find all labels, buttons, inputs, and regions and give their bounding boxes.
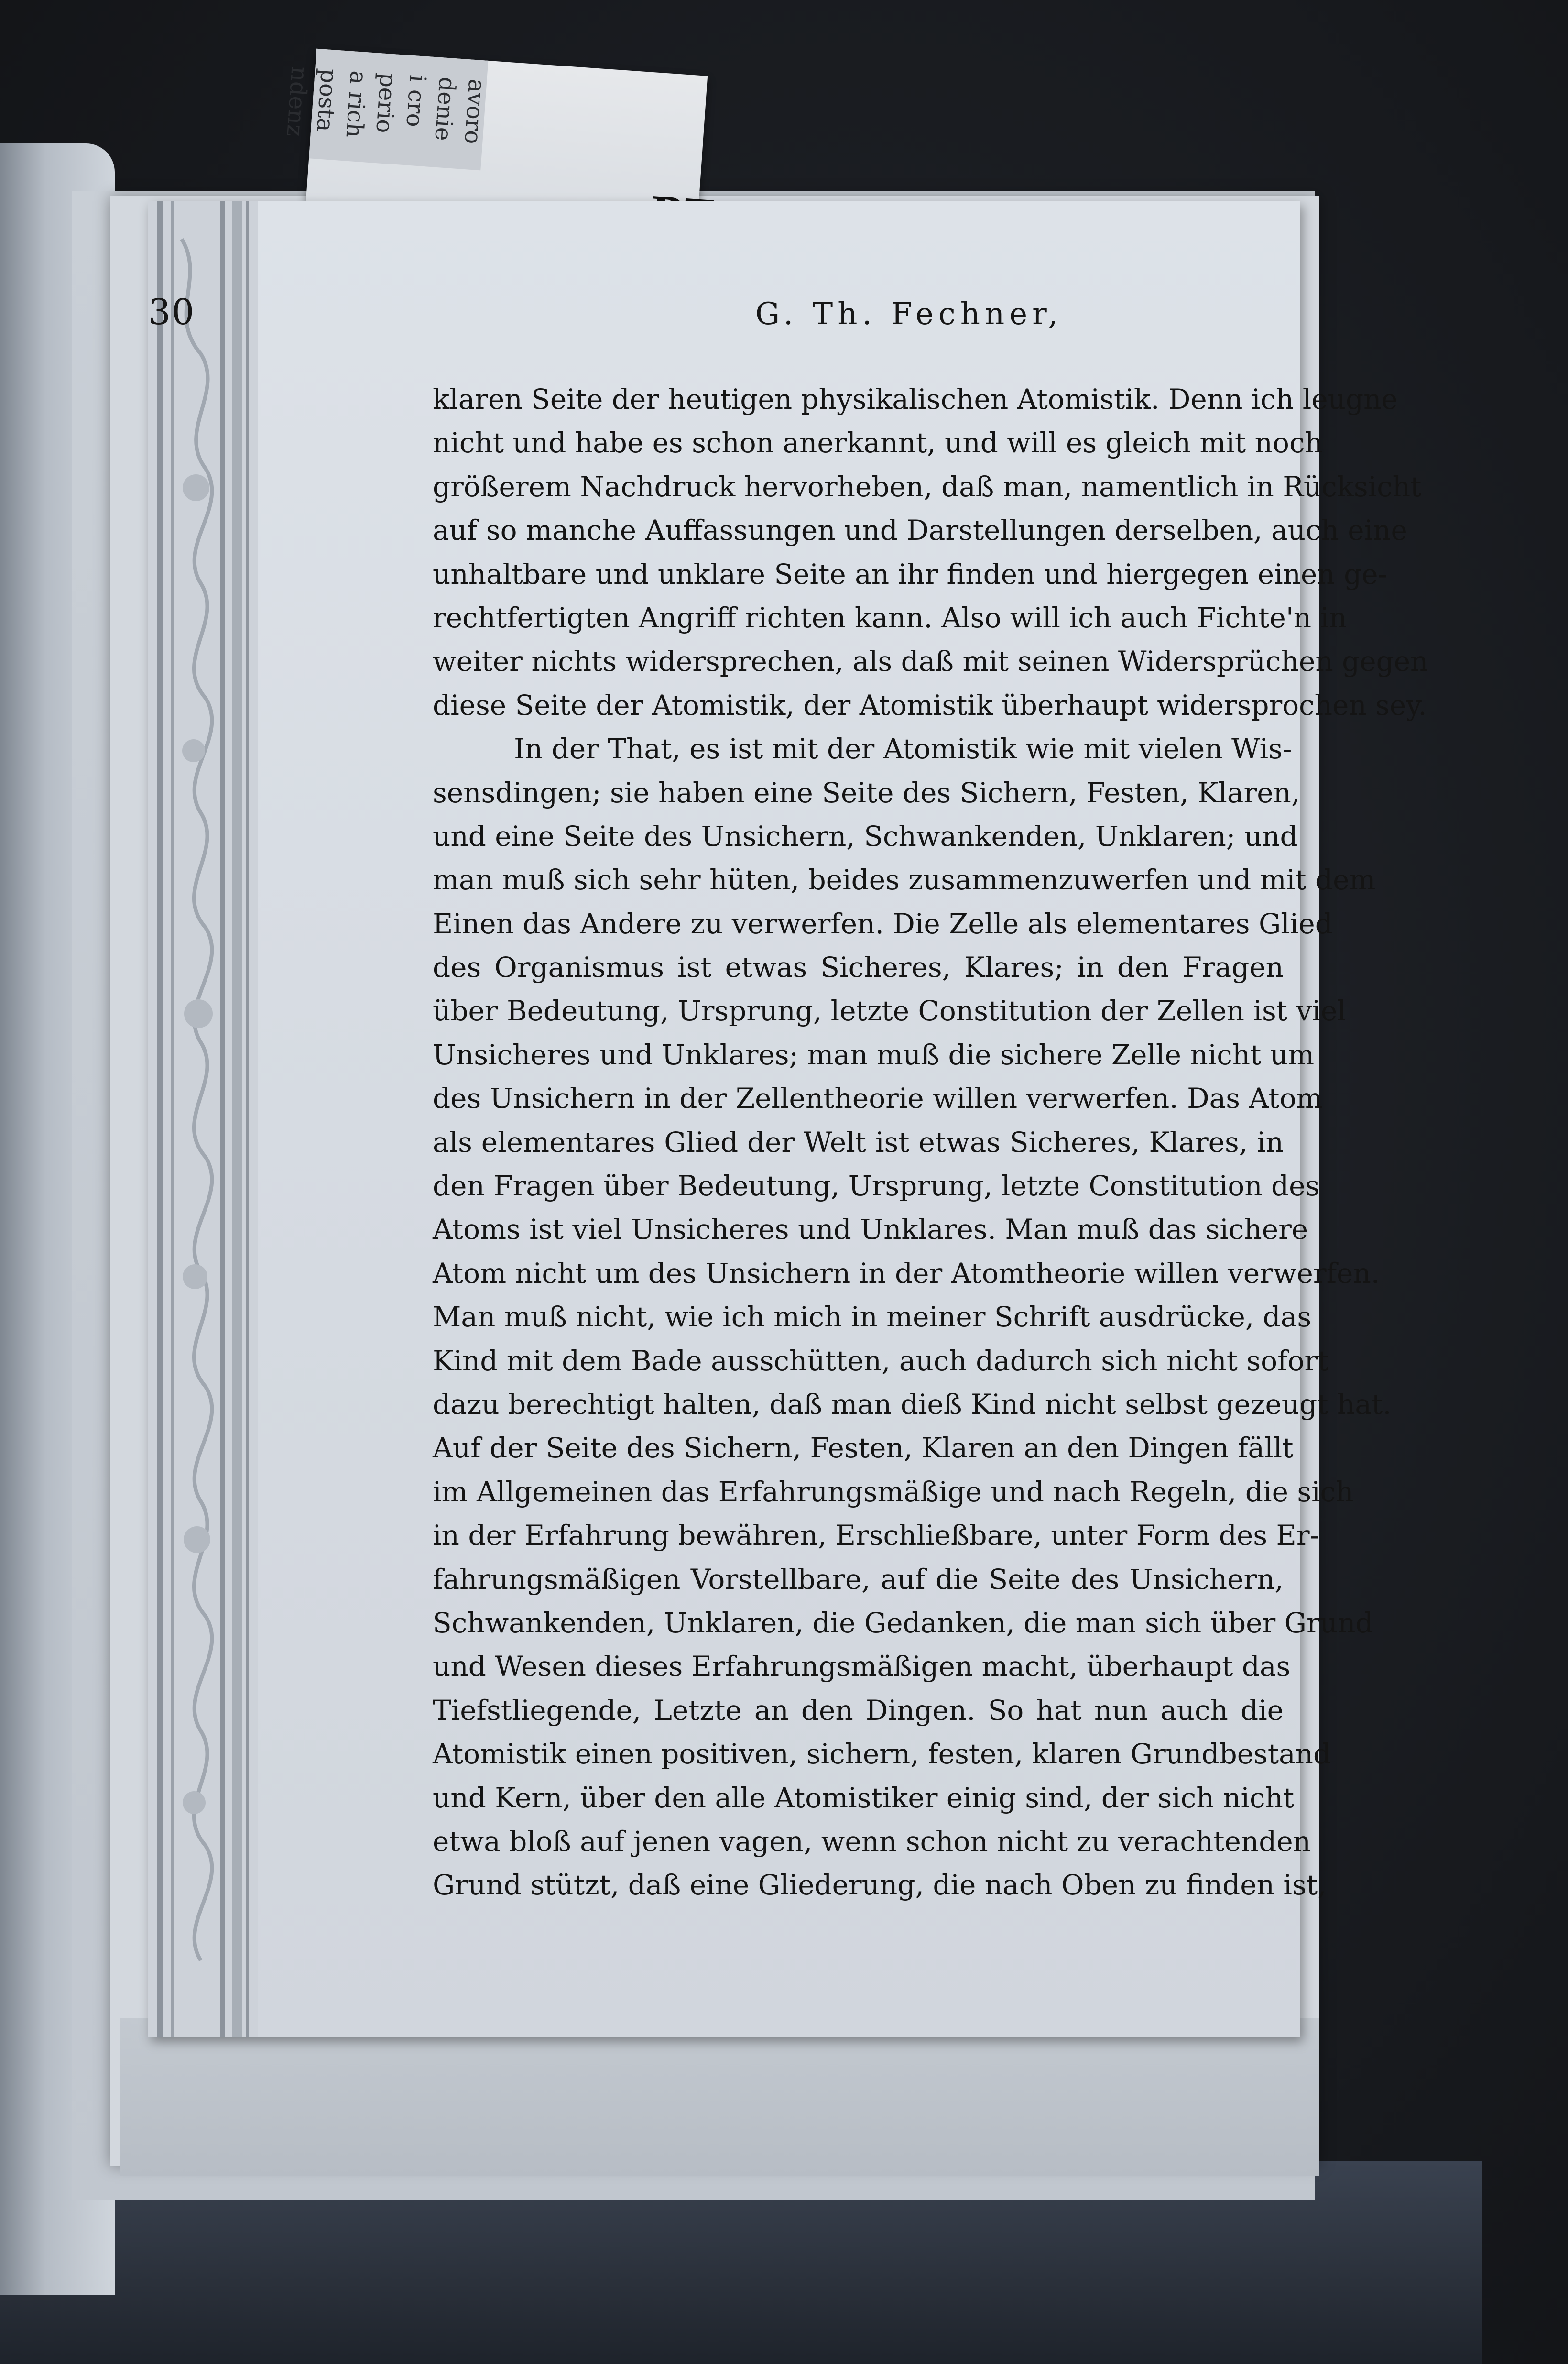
text-line: nicht und habe es schon anerkannt, und will es gleich mit noch (433, 427, 1323, 460)
body-text (433, 378, 1428, 1907)
text-line: sensdingen; sie haben eine Seite des Sichern, Festen, Klaren, (433, 776, 1300, 809)
running-head: G. Th. Fechner, (755, 296, 1063, 332)
text-line: etwa bloß auf jenen vagen, wenn schon nicht zu verachtenden (433, 1825, 1311, 1858)
text-line: Schwankenden, Unklaren, die Gedanken, die man sich über Grund (433, 1606, 1373, 1639)
text-line: über Bedeutung, Ursprung, letzte Constitution der Zellen ist viel (433, 995, 1346, 1028)
text-line: Kind mit dem Bade ausschütten, auch dadurch sich nicht sofort (433, 1344, 1329, 1377)
text-line: den Fragen über Bedeutung, Ursprung, letzte Constitution des (433, 1170, 1320, 1203)
slip-text-line: denie (429, 76, 461, 142)
page-ornament-border (148, 201, 258, 2037)
text-line: Atoms ist viel Unsicheres und Unklares. Man muß das sichere (433, 1213, 1308, 1246)
text-line: man muß sich sehr hüten, beides zusammenzuwerfen und mit dem (433, 864, 1376, 897)
text-line: des Unsichern in der Zellentheorie willen verwerfen. Das Atom (433, 1082, 1323, 1115)
text-line: Grund stützt, daß eine Gliederung, die nach Oben zu finden ist, (433, 1869, 1327, 1902)
text-line: größerem Nachdruck hervorheben, daß man, namentlich in Rücksicht (433, 470, 1422, 503)
text-line: fahrungsmäßigen Vorstellbare, auf die Seite des Unsichern, (433, 1563, 1284, 1596)
text-line: Tiefstliegende, Letzte an den Dingen. So hat nun auch die (433, 1694, 1284, 1727)
text-line: und eine Seite des Unsichern, Schwankenden, Unklaren; und (433, 820, 1298, 853)
text-line: Atomistik einen positiven, sichern, festen, klaren Grundbestand (433, 1738, 1331, 1771)
text-line: in der Erfahrung bewähren, Erschließbare, unter Form des Er- (433, 1519, 1319, 1552)
slip-text-line: i cro (401, 74, 431, 128)
text-line: klaren Seite der heutigen physikalischen Atomistik. Denn ich leugne (433, 383, 1398, 416)
text-line: des Organismus ist etwas Sicheres, Klares; in den Fragen (433, 951, 1284, 984)
text-line: als elementares Glied der Welt ist etwas Sicheres, Klares, in (433, 1126, 1284, 1159)
slip-text-line: avoro (459, 78, 490, 145)
text-line: Unsicheres und Unklares; man muß die sichere Zelle nicht um (433, 1038, 1315, 1071)
text-line: unhaltbare und unklare Seite an ihr finden und hiergegen einen ge- (433, 558, 1388, 591)
text-line: und Wesen dieses Erfahrungsmäßigen macht, überhaupt das (433, 1650, 1291, 1683)
page-number: 30 (148, 292, 196, 333)
ornament-pattern-icon (148, 201, 258, 2037)
text-line: auf so manche Auffassungen und Darstellungen derselben, auch eine (433, 514, 1407, 547)
slip-text-line: posta (311, 67, 343, 133)
slip-text-line: ndenz (281, 66, 313, 138)
text-line: dazu berechtigt halten, daß man dieß Kind nicht selbst gezeugt hat. (433, 1388, 1392, 1421)
slip-text-column (280, 66, 491, 150)
text-line: diese Seite der Atomistik, der Atomistik überhaupt widersprochen sey. (433, 689, 1427, 722)
slip-text-line: perio (370, 72, 402, 134)
text-line: Atom nicht um des Unsichern in der Atomtheorie willen verwerfen. (433, 1257, 1380, 1290)
text-line: weiter nichts widersprechen, als daß mit seinen Widersprüchen gegen (433, 645, 1428, 678)
text-line: im Allgemeinen das Erfahrungsmäßige und nach Regeln, die sich (433, 1475, 1354, 1508)
text-line: Auf der Seite des Sichern, Festen, Klaren an den Dingen fällt (433, 1432, 1294, 1465)
slip-text-line: a rich (340, 70, 372, 139)
text-line: rechtfertigten Angriff richten kann. Also will ich auch Fichte'n in (433, 601, 1347, 634)
page-bottom-edge (120, 2018, 1319, 2176)
text-line: In der That, es ist mit der Atomistik wie mit vielen Wis- (514, 733, 1292, 766)
text-line: und Kern, über den alle Atomistiker einig sind, der sich nicht (433, 1781, 1295, 1814)
text-line: Man muß nicht, wie ich mich in meiner Schrift ausdrücke, das (433, 1301, 1312, 1334)
text-line: Einen das Andere zu verwerfen. Die Zelle als elementares Glied (433, 907, 1333, 940)
